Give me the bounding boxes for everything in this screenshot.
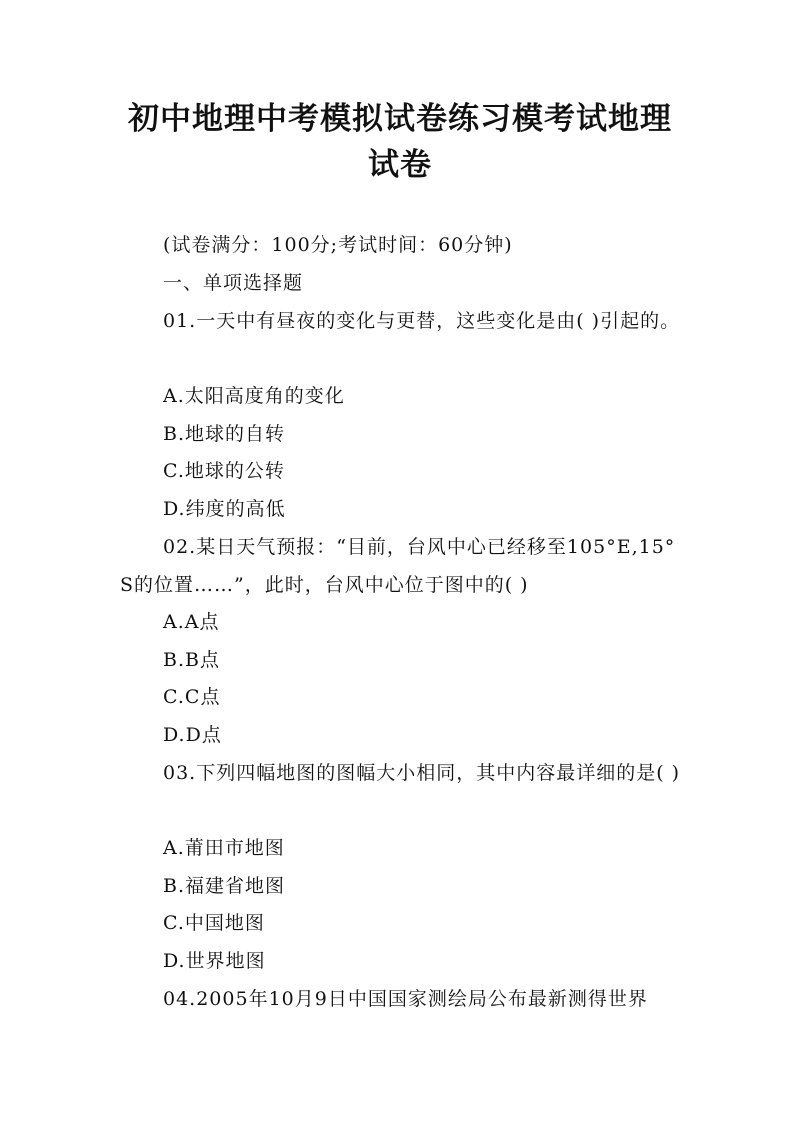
question-2-option-d: D.D点 [163,724,222,746]
question-1-stem: 01.一天中有昼夜的变化与更替，这些变化是由( )引起的。 [163,310,681,332]
question-1-option-a: A.太阳高度角的变化 [163,385,345,407]
question-3-option-a: A.莆田市地图 [163,837,285,859]
question-1-option-c: C.地球的公转 [163,460,285,482]
question-2-option-a: A.A点 [163,611,220,633]
question-2-option-b: B.B点 [163,649,220,671]
question-2-option-c: C.C点 [163,686,221,708]
question-2-stem: 02.某日天气预报：“目前，台风中心已经移至105°E,15° S的位置……”，此时，台风中心位于图中的( ) [120,536,676,596]
question-3-option-b: B.福建省地图 [163,875,286,897]
section-heading: 一、单项选择题 [163,272,304,294]
page-title: 初中地理中考模拟试卷练习模考试地理试卷 [128,101,672,183]
question-3-option-d: D.世界地图 [163,950,266,972]
question-4-stem: 04.2005年10月9日中国国家测绘局公布最新测得世界 [163,988,648,1010]
question-1-option-b: B.地球的自转 [163,423,286,445]
question-1-option-d: D.纬度的高低 [163,498,286,520]
exam-info: (试卷满分：100分;考试时间：60分钟) [163,234,513,256]
question-3-stem: 03.下列四幅地图的图幅大小相同，其中内容最详细的是( ) [163,762,681,784]
question-3-option-c: C.中国地图 [163,912,265,934]
